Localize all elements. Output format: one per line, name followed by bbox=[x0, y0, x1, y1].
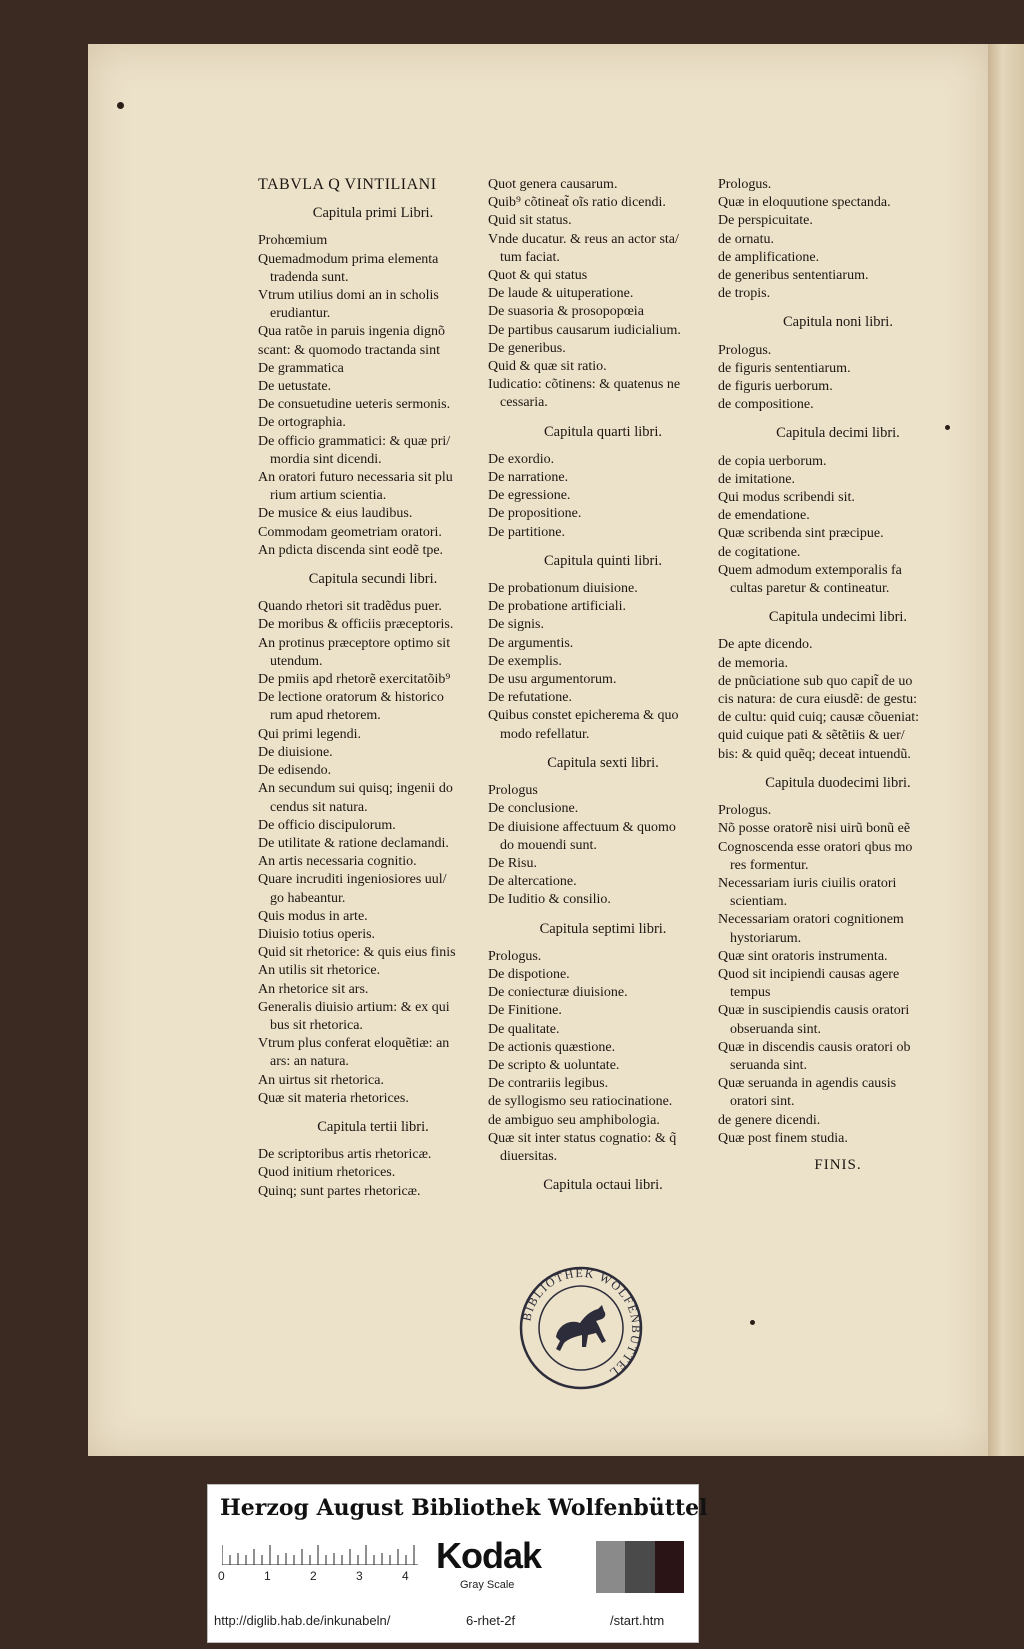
table-title: TABVLA Q VINTILIANI bbox=[258, 176, 437, 193]
toc-entry: De scripto & uoluntate. bbox=[488, 1057, 620, 1073]
toc-entry: De coniecturæ diuisione. bbox=[488, 985, 628, 1001]
toc-entry: scientiam. bbox=[730, 894, 788, 910]
toc-entry: Prologus bbox=[488, 783, 538, 799]
toc-entry: De probatione artificiali. bbox=[488, 599, 626, 615]
toc-entry: De qualitate. bbox=[488, 1021, 560, 1037]
toc-entry: Necessariam iuris ciuilis oratori bbox=[718, 875, 897, 891]
toc-entry: Vtrum utilius domi an in scholis bbox=[258, 288, 439, 304]
ruler-number: 4 bbox=[402, 1569, 409, 1583]
ruler-number: 1 bbox=[264, 1569, 271, 1583]
toc-entry: An uirtus sit rhetorica. bbox=[258, 1072, 384, 1088]
toc-entry: De altercatione. bbox=[488, 874, 577, 890]
toc-entry: De refutatione. bbox=[488, 690, 572, 706]
toc-entry: scant: & quomodo tractanda sint bbox=[258, 342, 440, 358]
chapter-heading: Capitula tertii libri. bbox=[317, 1118, 429, 1135]
toc-entry: De narratione. bbox=[488, 470, 569, 486]
toc-entry: mordia sint dicendi. bbox=[270, 451, 382, 467]
stamp-text: BIBLIOTHEK WOLFENBÜTTEL bbox=[519, 1265, 644, 1381]
ink-spot bbox=[945, 425, 950, 430]
toc-entry: An protinus præceptore optimo sit bbox=[258, 635, 451, 651]
toc-entry: Vtrum plus conferat eloquẽtiæ: an bbox=[258, 1036, 450, 1052]
toc-entry: Prohœmium bbox=[258, 233, 328, 249]
chapter-heading: Capitula undecimi libri. bbox=[768, 609, 908, 626]
chapter-heading: Capitula octaui libri. bbox=[543, 1177, 663, 1194]
toc-entry: de genere dicendi. bbox=[718, 1112, 821, 1128]
toc-entry: De egressione. bbox=[488, 488, 571, 504]
toc-entry: go habeantur. bbox=[270, 890, 346, 906]
ink-spot bbox=[750, 1320, 755, 1325]
toc-entry: An rhetorice sit ars. bbox=[258, 981, 369, 997]
toc-entry: De actionis quæstione. bbox=[488, 1039, 616, 1055]
toc-entry: Quæ seruanda in agendis causis bbox=[718, 1076, 897, 1092]
toc-entry: do mouendi sunt. bbox=[500, 837, 597, 853]
toc-entry: Iudicatio: cõtinens: & quatenus ne bbox=[488, 377, 681, 393]
chapter-heading: Capitula noni libri. bbox=[783, 314, 893, 331]
ruler bbox=[222, 1541, 418, 1565]
toc-entry: de cultu: quid cuiq; causæ cõueniat: bbox=[718, 710, 920, 726]
toc-entry: bis: & quid quẽq; deceat intuendũ. bbox=[718, 746, 911, 762]
toc-entry: De dispotione. bbox=[488, 966, 570, 982]
toc-entry: De usu argumentorum. bbox=[488, 672, 617, 688]
toc-entry: Quid & quæ sit ratio. bbox=[488, 359, 607, 375]
toc-entry: An artis necessaria cognitio. bbox=[258, 854, 417, 870]
gray-scale-label: Gray Scale bbox=[460, 1579, 515, 1591]
toc-entry: De Finitione. bbox=[488, 1003, 562, 1019]
gray-swatch bbox=[596, 1541, 625, 1593]
chapter-heading: Capitula duodecimi libri. bbox=[765, 774, 911, 791]
toc-entry: Vnde ducatur. & reus an actor sta/ bbox=[488, 231, 679, 247]
toc-entry: Quot genera causarum. bbox=[488, 177, 618, 192]
toc-entry: Quid sit status. bbox=[488, 213, 572, 229]
toc-entry: de emendatione. bbox=[718, 508, 810, 524]
toc-entry: Quem admodum extemporalis fa bbox=[718, 562, 902, 578]
toc-entry: Quæ sint oratoris instrumenta. bbox=[718, 948, 888, 964]
toc-entry: Quid sit rhetorice: & quis eius finis bbox=[258, 945, 456, 961]
shelfmark: 6-rhet-2f bbox=[466, 1613, 516, 1628]
toc-entry: de memoria. bbox=[718, 655, 788, 671]
horse-icon bbox=[556, 1305, 606, 1351]
toc-entry: Quæ in eloquutione spectanda. bbox=[718, 195, 891, 211]
toc-entry: Commodam geometriam oratori. bbox=[258, 524, 442, 540]
toc-entry: De diuisione. bbox=[258, 744, 333, 760]
toc-entry: de syllogismo seu ratiocinatione. bbox=[488, 1094, 673, 1110]
toc-entry: de compositione. bbox=[718, 397, 814, 413]
toc-entry: De ortographia. bbox=[258, 415, 346, 431]
library-stamp bbox=[518, 1265, 644, 1391]
toc-entry: De probationum diuisione. bbox=[488, 581, 638, 597]
toc-entry: Quæ scribenda sint præcipue. bbox=[718, 526, 884, 542]
toc-entry: tum faciat. bbox=[500, 249, 560, 265]
toc-entry: diuersitas. bbox=[500, 1148, 558, 1164]
toc-entry: Quib⁹ cõtineat̃ oĩs ratio dicendi. bbox=[488, 195, 666, 211]
library-name: Herzog August Bibliothek Wolfenbüttel bbox=[220, 1495, 708, 1521]
toc-entry: Quot & qui status bbox=[488, 268, 588, 284]
toc-entry: Quando rhetori sit tradẽdus puer. bbox=[258, 599, 442, 615]
toc-entry: De propositione. bbox=[488, 506, 582, 522]
chapter-heading: Capitula secundi libri. bbox=[308, 571, 438, 588]
toc-entry: Quis modus in arte. bbox=[258, 908, 368, 924]
toc-entry: De partibus causarum iudicialium. bbox=[488, 322, 681, 338]
toc-entry: De edisendo. bbox=[258, 763, 332, 779]
toc-entry: Quod sit incipiendi causas agere bbox=[718, 966, 900, 982]
toc-entry: An secundum sui quisq; ingenii do bbox=[258, 781, 453, 797]
ruler-number: 2 bbox=[310, 1569, 317, 1583]
toc-entry: Prologus. bbox=[718, 342, 772, 358]
toc-entry: de ornatu. bbox=[718, 231, 774, 247]
toc-entry: De contrariis legibus. bbox=[488, 1076, 609, 1092]
toc-entry: De lectione oratorum & historico bbox=[258, 690, 444, 706]
toc-entry: De scriptoribus artis rhetoricæ. bbox=[258, 1147, 432, 1163]
column-1 bbox=[258, 176, 488, 1201]
gray-swatches bbox=[596, 1541, 684, 1593]
toc-entry: Quinq; sunt partes rhetoricæ. bbox=[258, 1183, 421, 1199]
toc-entry: Quæ in discendis causis oratori ob bbox=[718, 1039, 911, 1055]
toc-entry: De moribus & officiis præceptoris. bbox=[258, 617, 454, 633]
toc-entry: de cogitatione. bbox=[718, 544, 801, 560]
chapter-heading: Capitula quinti libri. bbox=[543, 552, 662, 569]
chapter-heading: Capitula septimi libri. bbox=[539, 920, 667, 937]
ruler-number: 0 bbox=[218, 1569, 225, 1583]
toc-entry: An pdicta discenda sint eodẽ tpe. bbox=[258, 542, 444, 558]
toc-entry: Diuisio totius operis. bbox=[258, 926, 376, 942]
gray-swatch bbox=[625, 1541, 654, 1593]
toc-entry: seruanda sint. bbox=[730, 1057, 807, 1073]
toc-entry: An utilis sit rhetorice. bbox=[258, 963, 381, 979]
toc-entry: Necessariam oratori cognitionem bbox=[718, 912, 904, 928]
toc-entry: utendum. bbox=[270, 653, 323, 669]
toc-entry: De signis. bbox=[488, 617, 544, 633]
start-page: /start.htm bbox=[610, 1613, 665, 1628]
toc-entry: obseruanda sint. bbox=[730, 1021, 821, 1037]
ruler-number: 3 bbox=[356, 1569, 363, 1583]
toc-entry: Quare incruditi ingeniosiores uul/ bbox=[258, 872, 447, 888]
toc-entry: De argumentis. bbox=[488, 635, 574, 651]
toc-entry: De consuetudine ueteris sermonis. bbox=[258, 397, 451, 413]
toc-entry: De diuisione affectuum & quomo bbox=[488, 819, 676, 835]
column-2 bbox=[488, 176, 718, 1204]
toc-entry: De conclusione. bbox=[488, 801, 579, 817]
toc-entry: Nõ posse oratorẽ nisi uirũ bonũ eẽ bbox=[718, 821, 911, 837]
toc-entry: tradenda sunt. bbox=[270, 269, 349, 285]
toc-entry: De exordio. bbox=[488, 451, 555, 467]
toc-entry: de generibus sententiarum. bbox=[718, 268, 869, 284]
toc-entry: Quæ in suscipiendis causis oratori bbox=[718, 1003, 910, 1019]
toc-entry: De uetustate. bbox=[258, 379, 332, 395]
color-target-card bbox=[207, 1484, 708, 1643]
toc-entry: De suasoria & prosopopœia bbox=[488, 304, 644, 320]
toc-entry: tempus bbox=[730, 985, 771, 1001]
toc-entry: Quemadmodum prima elementa bbox=[258, 251, 439, 267]
toc-entry: Quæ sit inter status cognatio: & q̃ bbox=[488, 1130, 677, 1146]
toc-entry: Generalis diuisio artium: & ex qui bbox=[258, 999, 450, 1015]
toc-entry: Prologus. bbox=[488, 948, 542, 964]
toc-entry: Cognoscenda esse oratori qbus mo bbox=[718, 839, 913, 855]
toc-entry: Prologus. bbox=[718, 803, 772, 819]
toc-entry: de imitatione. bbox=[718, 471, 795, 487]
toc-entry: res formentur. bbox=[730, 857, 809, 873]
toc-entry: An oratori futuro necessaria sit plu bbox=[258, 470, 453, 486]
chapter-heading: Capitula primi Libri. bbox=[312, 205, 434, 222]
toc-entry: Qui primi legendi. bbox=[258, 726, 362, 742]
toc-entry: De grammatica bbox=[258, 360, 344, 376]
toc-entry: modo refellatur. bbox=[500, 726, 590, 742]
page-edge bbox=[988, 44, 1024, 1456]
toc-entry: Qui modus scribendi sit. bbox=[718, 490, 855, 506]
toc-entry: Quæ sit materia rhetorices. bbox=[258, 1090, 409, 1106]
gray-swatch bbox=[655, 1541, 684, 1593]
toc-entry: cultas paretur & contineatur. bbox=[730, 581, 890, 597]
toc-entry: de ambiguo seu amphibologia. bbox=[488, 1112, 660, 1128]
toc-entry: De Iuditio & consilio. bbox=[488, 892, 611, 908]
toc-entry: De pmiis apd rhetorẽ exercitatõib⁹ bbox=[258, 672, 451, 688]
column-3 bbox=[718, 176, 958, 1174]
toc-entry: de figuris sententiarum. bbox=[718, 360, 851, 376]
toc-entry: De Risu. bbox=[488, 855, 537, 871]
toc-entry: Quæ post finem studia. bbox=[718, 1130, 848, 1146]
ink-spot bbox=[117, 102, 124, 109]
chapter-heading: Capitula decimi libri. bbox=[776, 425, 900, 442]
finis-text: FINIS. bbox=[814, 1156, 862, 1173]
toc-entry: de figuris uerborum. bbox=[718, 379, 833, 395]
toc-entry: De officio discipulorum. bbox=[258, 817, 396, 833]
chapter-heading: Capitula sexti libri. bbox=[547, 754, 659, 771]
toc-entry: Quibus constet epicherema & quo bbox=[488, 708, 679, 724]
toc-entry: ars: an natura. bbox=[270, 1054, 349, 1070]
toc-entry: erudiantur. bbox=[270, 306, 331, 322]
toc-entry: de amplificatione. bbox=[718, 249, 820, 265]
toc-entry: De partitione. bbox=[488, 524, 565, 540]
toc-entry: De exemplis. bbox=[488, 653, 562, 669]
toc-entry: cendus sit natura. bbox=[270, 799, 368, 815]
toc-entry: De officio grammatici: & quæ pri/ bbox=[258, 433, 451, 449]
toc-entry: Quod initium rhetorices. bbox=[258, 1165, 396, 1181]
chapter-heading: Capitula quarti libri. bbox=[544, 423, 662, 440]
toc-entry: De apte dicendo. bbox=[718, 637, 813, 653]
toc-entry: oratori sint. bbox=[730, 1094, 795, 1110]
toc-entry: de copia uerborum. bbox=[718, 453, 827, 469]
toc-entry: De utilitate & ratione declamandi. bbox=[258, 835, 449, 851]
toc-entry: rum apud rhetorem. bbox=[270, 708, 381, 724]
toc-entry: quid cuique pati & sẽtẽtiis & uer/ bbox=[718, 728, 905, 744]
toc-entry: hystoriarum. bbox=[730, 930, 802, 946]
source-url: http://diglib.hab.de/inkunabeln/ bbox=[214, 1613, 391, 1628]
toc-entry: De musice & eius laudibus. bbox=[258, 506, 413, 522]
toc-entry: cessaria. bbox=[500, 395, 548, 411]
toc-entry: De perspicuitate. bbox=[718, 213, 813, 229]
toc-entry: Prologus. bbox=[718, 177, 772, 192]
toc-entry: de tropis. bbox=[718, 286, 771, 302]
toc-entry: bus sit rhetorica. bbox=[270, 1017, 363, 1033]
toc-entry: De laude & uituperatione. bbox=[488, 286, 634, 302]
toc-entry: Qua ratõe in paruis ingenia dignõ bbox=[258, 324, 446, 340]
toc-entry: de pnũciatione sub quo capit̃ de uo bbox=[718, 673, 913, 689]
toc-entry: De generibus. bbox=[488, 340, 566, 356]
toc-entry: rium artium scientia. bbox=[270, 488, 387, 504]
toc-entry: cis natura: de cura eiusdẽ: de gestu: bbox=[718, 692, 918, 708]
kodak-logo: Kodak bbox=[436, 1535, 542, 1576]
